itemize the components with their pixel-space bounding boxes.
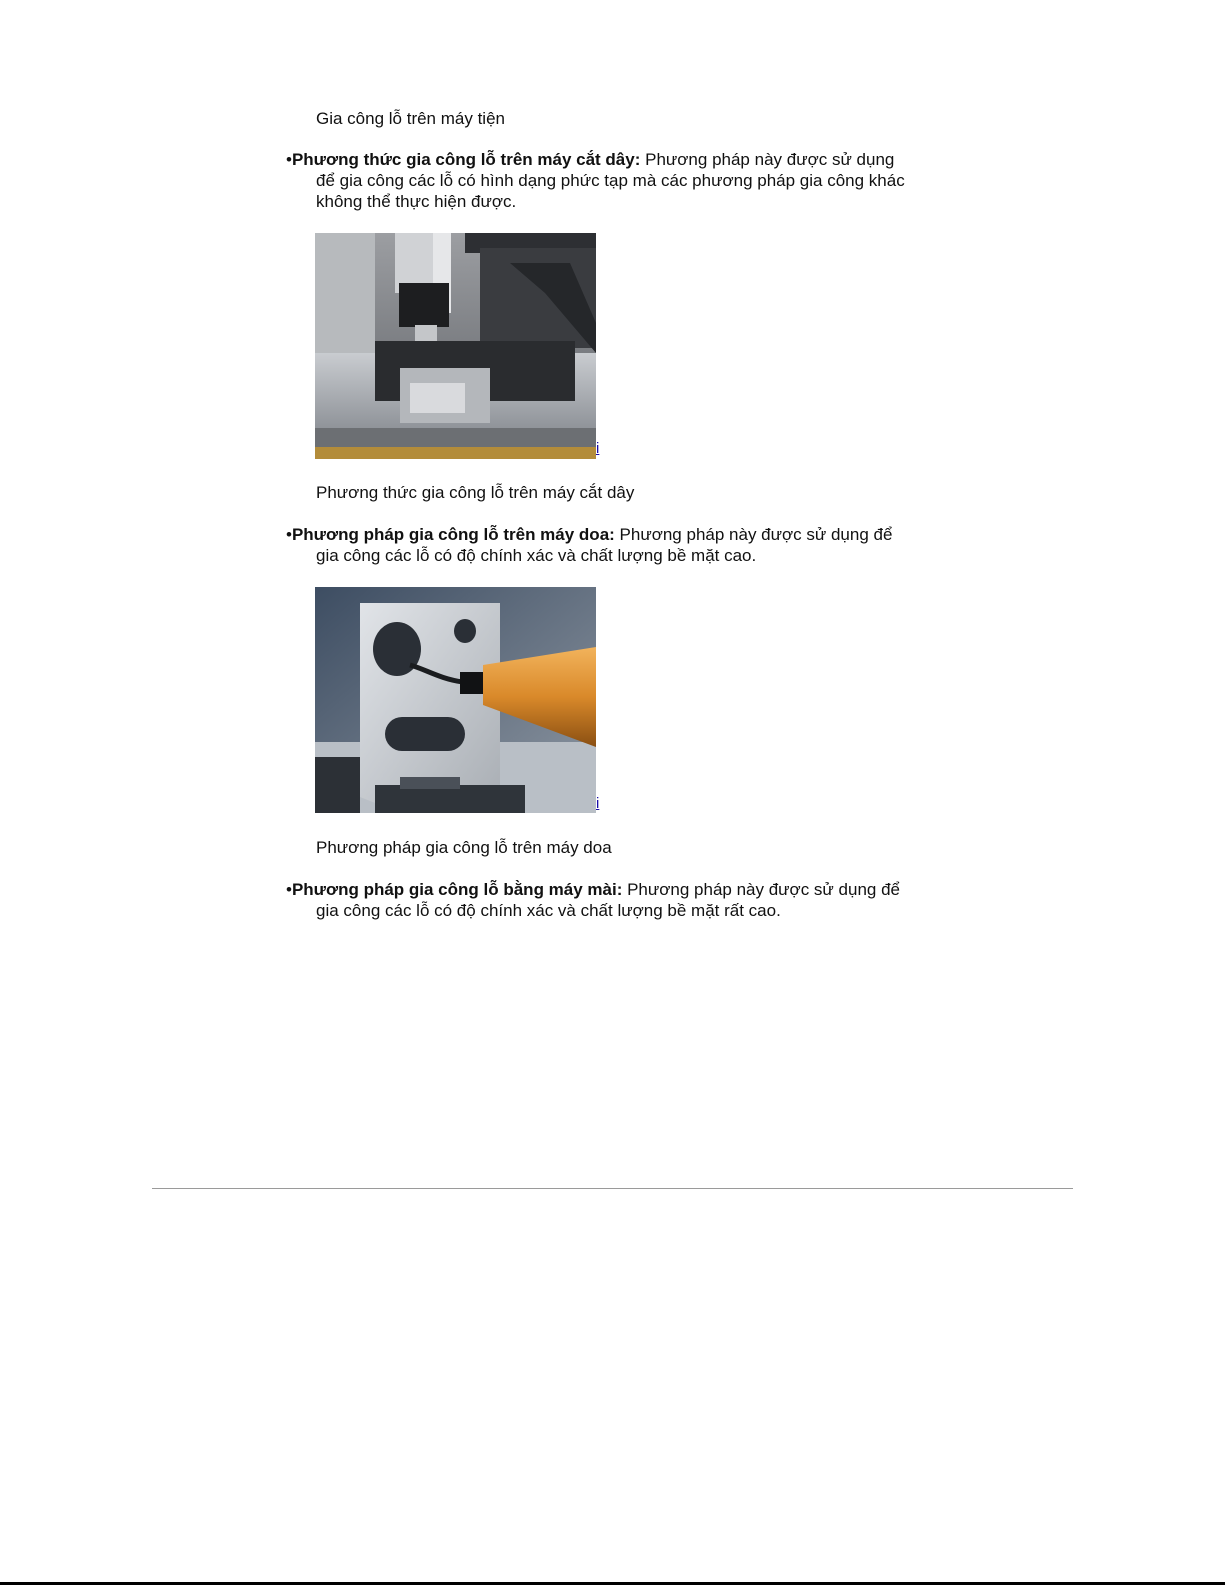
- image-link[interactable]: i: [596, 440, 600, 457]
- bullet-wire-cut: [286, 149, 894, 170]
- bullet-text: Phương pháp này được sử dụng để: [614, 525, 893, 544]
- boring-machine-image: [315, 587, 596, 813]
- bullet-heading: Phương thức gia công lỗ trên máy cắt dây:: [291, 150, 641, 169]
- bullet-marker: •: [286, 880, 292, 899]
- bullet-boring: [286, 524, 892, 545]
- bullet-marker: •: [286, 150, 292, 169]
- bullet-text-line: để gia công các lỗ có hình dạng phức tạp mà các phương pháp gia công khác: [316, 171, 905, 190]
- image-link[interactable]: i: [596, 795, 600, 812]
- bullet-grinding: [286, 879, 900, 900]
- caption-lathe: Gia công lỗ trên máy tiện: [316, 109, 505, 128]
- bullet-text-line: gia công các lỗ có độ chính xác và chất lượng bề mặt rất cao.: [316, 901, 781, 920]
- wire-cut-machine-image: [315, 233, 596, 459]
- bullet-heading: Phương pháp gia công lỗ trên máy doa:: [291, 525, 615, 544]
- bullet-text: Phương pháp này được sử dụng để: [622, 880, 900, 899]
- bullet-text-line: gia công các lỗ có độ chính xác và chất lượng bề mặt cao.: [316, 546, 757, 565]
- bullet-text: Phương pháp này được sử dụng: [640, 150, 895, 169]
- bullet-text-line: không thể thực hiện được.: [316, 192, 517, 211]
- bullet-heading: Phương pháp gia công lỗ bằng máy mài:: [291, 880, 623, 899]
- caption-wire-cut: Phương thức gia công lỗ trên máy cắt dây: [316, 483, 635, 502]
- caption-boring: Phương pháp gia công lỗ trên máy doa: [316, 838, 612, 857]
- horizontal-rule: [152, 1188, 1073, 1189]
- bullet-marker: •: [286, 525, 292, 544]
